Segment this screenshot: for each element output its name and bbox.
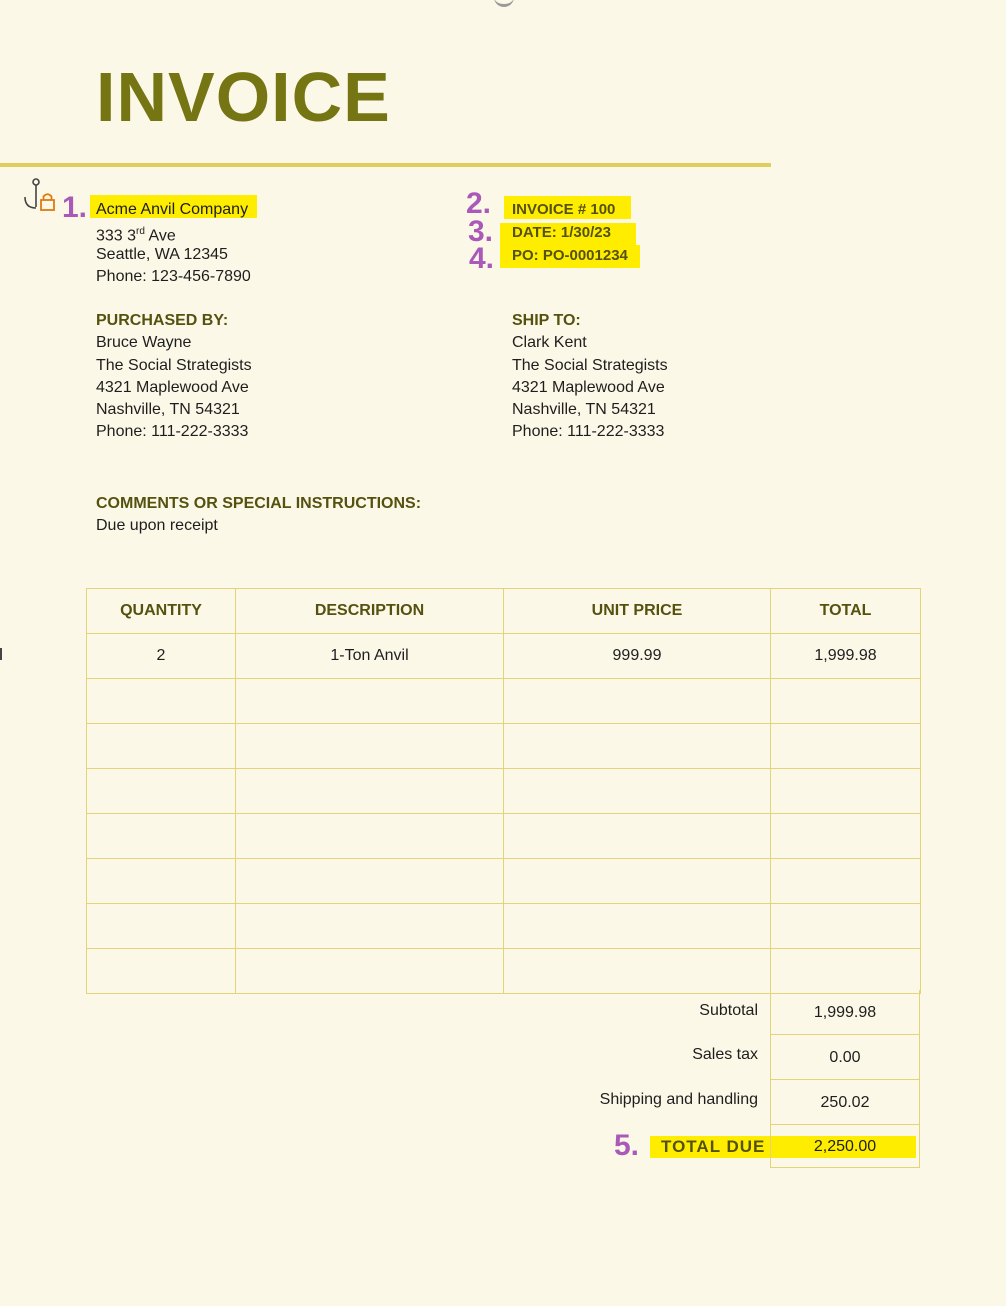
total-due-value[interactable]: 2,250.00 <box>770 1125 920 1168</box>
total-due-label: TOTAL DUE <box>661 1137 766 1156</box>
cell-total[interactable] <box>771 859 921 904</box>
marker-5: 5. <box>614 1129 640 1162</box>
cell-unit-price[interactable] <box>504 859 771 904</box>
margin-tick <box>0 648 2 660</box>
subtotal-label: Subtotal <box>699 1002 758 1019</box>
header-quantity: QUANTITY <box>87 589 236 634</box>
ship-to-line: Clark Kent <box>512 334 587 351</box>
marker-3: 3. <box>468 215 494 248</box>
ship-to-line: The Social Strategists <box>512 357 668 374</box>
cell-description[interactable] <box>236 724 504 769</box>
cell-total[interactable] <box>771 949 921 994</box>
comments-text: Due upon receipt <box>96 517 218 534</box>
marker-4: 4. <box>469 242 495 275</box>
ship-to-label: SHIP TO: <box>512 312 581 329</box>
table-row <box>87 904 921 949</box>
marker-2: 2. <box>466 187 492 220</box>
cell-description[interactable] <box>236 949 504 994</box>
cell-unit-price[interactable] <box>504 769 771 814</box>
cell-description[interactable] <box>236 679 504 724</box>
po-number: PO: PO-0001234 <box>512 247 628 264</box>
cell-total[interactable] <box>771 679 921 724</box>
table-row <box>87 679 921 724</box>
purchased-by-line: Nashville, TN 54321 <box>96 401 240 418</box>
shipping-value[interactable]: 250.02 <box>770 1080 920 1125</box>
header-unit-price: UNIT PRICE <box>504 589 771 634</box>
cell-unit-price[interactable] <box>504 724 771 769</box>
cell-description[interactable] <box>236 904 504 949</box>
purchased-by-line: The Social Strategists <box>96 357 252 374</box>
cell-description[interactable]: 1-Ton Anvil <box>236 634 504 679</box>
table-row <box>87 814 921 859</box>
cell-quantity[interactable] <box>87 949 236 994</box>
cell-total[interactable] <box>771 814 921 859</box>
line-items-table <box>86 588 921 994</box>
ship-to-line: Nashville, TN 54321 <box>512 401 656 418</box>
cell-quantity[interactable] <box>87 859 236 904</box>
seller-phone: Phone: 123-456-7890 <box>96 268 251 285</box>
comments-label: COMMENTS OR SPECIAL INSTRUCTIONS: <box>96 495 422 512</box>
cell-description[interactable] <box>236 814 504 859</box>
header-description: DESCRIPTION <box>236 589 504 634</box>
invoice-number: INVOICE # 100 <box>512 201 616 218</box>
cell-quantity[interactable] <box>87 769 236 814</box>
seller-name: Acme Anvil Company <box>96 201 249 218</box>
subtotal-value[interactable]: 1,999.98 <box>770 990 920 1035</box>
purchased-by-line: Phone: 111-222-3333 <box>96 423 249 440</box>
cell-unit-price[interactable]: 999.99 <box>504 634 771 679</box>
top-edge-mark <box>494 0 514 7</box>
cell-unit-price[interactable] <box>504 949 771 994</box>
cell-unit-price[interactable] <box>504 904 771 949</box>
ship-to-line: 4321 Maplewood Ave <box>512 379 665 396</box>
table-row <box>87 724 921 769</box>
table-row <box>87 949 921 994</box>
cell-total[interactable] <box>771 724 921 769</box>
seller-street: 333 3rd Ave <box>96 226 176 245</box>
cell-quantity[interactable] <box>87 679 236 724</box>
table-row <box>87 769 921 814</box>
marker-1: 1. <box>62 191 88 224</box>
cell-quantity[interactable] <box>87 724 236 769</box>
sales-tax-label: Sales tax <box>692 1046 758 1063</box>
cell-total[interactable] <box>771 904 921 949</box>
shipping-label: Shipping and handling <box>599 1091 758 1108</box>
purchased-by-line: 4321 Maplewood Ave <box>96 379 249 396</box>
purchased-by-line: Bruce Wayne <box>96 334 192 351</box>
header-total: TOTAL <box>771 589 921 634</box>
anchor-lock-icon[interactable] <box>20 177 56 213</box>
cell-quantity[interactable] <box>87 814 236 859</box>
invoice-title: INVOICE <box>96 58 391 136</box>
cell-quantity[interactable] <box>87 904 236 949</box>
table-header-row <box>87 589 921 634</box>
purchased-by-label: PURCHASED BY: <box>96 312 229 329</box>
sales-tax-value[interactable]: 0.00 <box>770 1035 920 1080</box>
cell-total[interactable]: 1,999.98 <box>771 634 921 679</box>
seller-city: Seattle, WA 12345 <box>96 246 228 263</box>
table-row <box>87 859 921 904</box>
invoice-date: DATE: 1/30/23 <box>512 224 611 241</box>
cell-quantity[interactable]: 2 <box>87 634 236 679</box>
ship-to-line: Phone: 111-222-3333 <box>512 423 665 440</box>
cell-description[interactable] <box>236 859 504 904</box>
cell-total[interactable] <box>771 769 921 814</box>
cell-description[interactable] <box>236 769 504 814</box>
header-rule <box>0 163 771 167</box>
cell-unit-price[interactable] <box>504 679 771 724</box>
cell-unit-price[interactable] <box>504 814 771 859</box>
table-row <box>87 634 921 679</box>
